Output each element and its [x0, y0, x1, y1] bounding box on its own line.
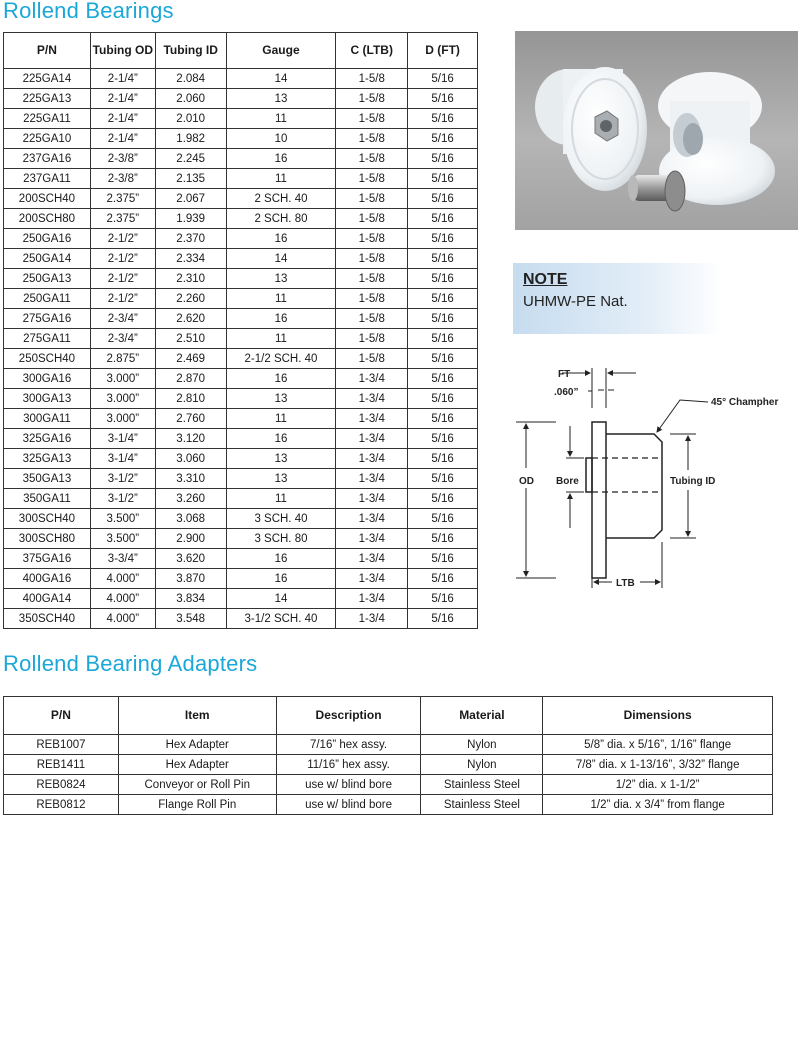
note-box	[513, 263, 723, 334]
table-cell: 7/16” hex assy.	[276, 735, 421, 755]
table-row	[4, 149, 478, 169]
table-cell: 5/16	[408, 529, 478, 549]
table-cell: 3.310	[155, 469, 226, 489]
table-cell: 400GA14	[4, 589, 91, 609]
table-cell: Hex Adapter	[118, 735, 276, 755]
table-cell: 237GA16	[4, 149, 91, 169]
table-row	[4, 795, 773, 815]
table-cell: 2.084	[155, 69, 226, 89]
table-cell: 325GA16	[4, 429, 91, 449]
table-cell: 13	[226, 89, 336, 109]
table-cell: 300SCH80	[4, 529, 91, 549]
table-cell: 5/16	[408, 449, 478, 469]
column-header: Tubing OD	[90, 33, 155, 69]
table-row	[4, 229, 478, 249]
table-cell: 225GA10	[4, 129, 91, 149]
table-row	[4, 489, 478, 509]
table-cell: 5/16	[408, 289, 478, 309]
table-cell: 3 SCH. 40	[226, 509, 336, 529]
table-cell: 16	[226, 369, 336, 389]
table-cell: 200SCH40	[4, 189, 91, 209]
table-row	[4, 609, 478, 629]
table-row	[4, 389, 478, 409]
table-cell: REB1411	[4, 755, 119, 775]
table-cell: 2-3/8”	[90, 149, 155, 169]
table-cell: 3.548	[155, 609, 226, 629]
table-cell: 16	[226, 149, 336, 169]
table-cell: 3.060	[155, 449, 226, 469]
table-cell: 1-3/4	[336, 409, 408, 429]
bearings-table	[3, 32, 478, 629]
table-cell: 2.875”	[90, 349, 155, 369]
table-cell: 3-1/4”	[90, 429, 155, 449]
table-cell: 5/16	[408, 349, 478, 369]
table-cell: 1-5/8	[336, 169, 408, 189]
table-cell: 16	[226, 569, 336, 589]
table-cell: 2-3/4”	[90, 329, 155, 349]
table-row	[4, 569, 478, 589]
table-cell: 2.870	[155, 369, 226, 389]
adapters-title: Rollend Bearing Adapters	[3, 651, 258, 676]
table-cell: 350GA13	[4, 469, 91, 489]
table-cell: 3.870	[155, 569, 226, 589]
table-header-row	[4, 697, 773, 735]
table-cell: Nylon	[421, 735, 543, 755]
bearing-diagram	[512, 360, 800, 590]
table-cell: 300GA11	[4, 409, 91, 429]
table-cell: 4.000”	[90, 589, 155, 609]
table-cell: 1-3/4	[336, 429, 408, 449]
table-cell: 5/16	[408, 369, 478, 389]
table-cell: Flange Roll Pin	[118, 795, 276, 815]
table-cell: 275GA11	[4, 329, 91, 349]
table-cell: 1-5/8	[336, 189, 408, 209]
table-cell: 300GA13	[4, 389, 91, 409]
table-cell: 5/16	[408, 489, 478, 509]
table-cell: 2.620	[155, 309, 226, 329]
table-cell: 1-5/8	[336, 89, 408, 109]
table-row	[4, 209, 478, 229]
table-cell: 1-5/8	[336, 209, 408, 229]
table-cell: 5/16	[408, 69, 478, 89]
table-cell: 1-3/4	[336, 449, 408, 469]
table-cell: 300SCH40	[4, 509, 91, 529]
table-cell: 300GA16	[4, 369, 91, 389]
table-cell: 11	[226, 489, 336, 509]
table-row	[4, 409, 478, 429]
table-row	[4, 309, 478, 329]
table-cell: 5/16	[408, 209, 478, 229]
table-cell: REB1007	[4, 735, 119, 755]
table-cell: 5/16	[408, 269, 478, 289]
column-header: C (LTB)	[336, 33, 408, 69]
table-cell: 4.000”	[90, 609, 155, 629]
table-cell: 1-5/8	[336, 309, 408, 329]
table-cell: Hex Adapter	[118, 755, 276, 775]
table-cell: 3.834	[155, 589, 226, 609]
table-cell: 1-5/8	[336, 129, 408, 149]
table-cell: 2.375”	[90, 209, 155, 229]
table-cell: 14	[226, 589, 336, 609]
table-row	[4, 509, 478, 529]
table-cell: 5/16	[408, 549, 478, 569]
table-cell: 5/16	[408, 609, 478, 629]
table-cell: 1-5/8	[336, 149, 408, 169]
column-header: Dimensions	[543, 697, 773, 735]
table-cell: 3.260	[155, 489, 226, 509]
table-cell: 3.068	[155, 509, 226, 529]
table-header-row	[4, 33, 478, 69]
table-cell: 14	[226, 69, 336, 89]
table-cell: 2 SCH. 40	[226, 189, 336, 209]
table-row	[4, 69, 478, 89]
table-cell: 2-1/2”	[90, 289, 155, 309]
label-gap: .060”	[554, 387, 579, 398]
table-cell: 3-1/2”	[90, 489, 155, 509]
label-chamfer: 45° Champher	[711, 397, 779, 408]
table-cell: 3-1/2 SCH. 40	[226, 609, 336, 629]
table-cell: 16	[226, 429, 336, 449]
table-cell: 2 SCH. 80	[226, 209, 336, 229]
table-cell: 2.510	[155, 329, 226, 349]
table-row	[4, 129, 478, 149]
table-cell: 3.500”	[90, 509, 155, 529]
table-cell: 5/16	[408, 189, 478, 209]
table-cell: 2.760	[155, 409, 226, 429]
table-cell: 1-3/4	[336, 529, 408, 549]
table-row	[4, 289, 478, 309]
table-cell: 5/16	[408, 309, 478, 329]
table-cell: 1-3/4	[336, 369, 408, 389]
table-cell: 5/16	[408, 509, 478, 529]
table-cell: 10	[226, 129, 336, 149]
table-row	[4, 429, 478, 449]
table-cell: 1-5/8	[336, 349, 408, 369]
table-cell: 2.469	[155, 349, 226, 369]
table-cell: 2.260	[155, 289, 226, 309]
table-cell: 350SCH40	[4, 609, 91, 629]
table-row	[4, 775, 773, 795]
table-cell: 3-1/4”	[90, 449, 155, 469]
table-cell: 2-1/4”	[90, 129, 155, 149]
table-row	[4, 189, 478, 209]
table-cell: 5/16	[408, 169, 478, 189]
column-header: D (FT)	[408, 33, 478, 69]
table-cell: 1.939	[155, 209, 226, 229]
table-cell: 3.000”	[90, 389, 155, 409]
table-cell: 1/2” dia. x 3/4” from flange	[543, 795, 773, 815]
table-cell: 2.310	[155, 269, 226, 289]
table-cell: 1-3/4	[336, 389, 408, 409]
table-cell: 1-5/8	[336, 329, 408, 349]
adapters-table	[3, 696, 773, 815]
label-ft: FT	[558, 369, 571, 380]
table-cell: 2-3/4”	[90, 309, 155, 329]
table-row	[4, 755, 773, 775]
table-cell: 225GA11	[4, 109, 91, 129]
table-cell: 2.375”	[90, 189, 155, 209]
table-cell: 2.135	[155, 169, 226, 189]
table-cell: 1-3/4	[336, 549, 408, 569]
table-cell: 5/16	[408, 249, 478, 269]
table-cell: 2.010	[155, 109, 226, 129]
table-row	[4, 735, 773, 755]
table-cell: REB0812	[4, 795, 119, 815]
table-cell: 2-3/8”	[90, 169, 155, 189]
table-cell: 200SCH80	[4, 209, 91, 229]
table-cell: 2-1/2”	[90, 269, 155, 289]
table-cell: 11	[226, 109, 336, 129]
table-row	[4, 369, 478, 389]
table-cell: 5/16	[408, 109, 478, 129]
table-cell: 2.060	[155, 89, 226, 109]
table-cell: 14	[226, 249, 336, 269]
table-cell: 11	[226, 329, 336, 349]
table-cell: 13	[226, 449, 336, 469]
table-cell: 2.370	[155, 229, 226, 249]
table-cell: 250GA13	[4, 269, 91, 289]
table-cell: 3-3/4”	[90, 549, 155, 569]
table-cell: 2-1/4”	[90, 109, 155, 129]
table-cell: 3.120	[155, 429, 226, 449]
table-cell: 5/16	[408, 149, 478, 169]
table-cell: 250GA14	[4, 249, 91, 269]
table-cell: 1-5/8	[336, 109, 408, 129]
table-cell: 5/16	[408, 469, 478, 489]
table-cell: 250SCH40	[4, 349, 91, 369]
table-cell: 1-5/8	[336, 289, 408, 309]
table-row	[4, 589, 478, 609]
table-cell: 2.810	[155, 389, 226, 409]
table-cell: 5/16	[408, 389, 478, 409]
table-cell: 5/16	[408, 569, 478, 589]
table-cell: 2-1/2”	[90, 229, 155, 249]
table-cell: 2.067	[155, 189, 226, 209]
table-cell: 5/16	[408, 89, 478, 109]
table-row	[4, 529, 478, 549]
table-cell: 11/16” hex assy.	[276, 755, 421, 775]
table-cell: 225GA13	[4, 89, 91, 109]
table-cell: 2-1/2 SCH. 40	[226, 349, 336, 369]
table-cell: 1-3/4	[336, 569, 408, 589]
table-cell: 325GA13	[4, 449, 91, 469]
table-cell: 11	[226, 289, 336, 309]
table-row	[4, 469, 478, 489]
table-cell: 5/8” dia. x 5/16”, 1/16” flange	[543, 735, 773, 755]
table-cell: 1-3/4	[336, 609, 408, 629]
table-cell: 13	[226, 269, 336, 289]
table-cell: 5/16	[408, 409, 478, 429]
column-header: P/N	[4, 33, 91, 69]
bearings-photo	[515, 31, 798, 230]
table-row	[4, 269, 478, 289]
table-cell: 5/16	[408, 429, 478, 449]
table-cell: 375GA16	[4, 549, 91, 569]
table-cell: 1-5/8	[336, 269, 408, 289]
table-cell: 350GA11	[4, 489, 91, 509]
label-od: OD	[519, 476, 534, 487]
column-header: Item	[118, 697, 276, 735]
table-cell: 11	[226, 169, 336, 189]
table-cell: 250GA16	[4, 229, 91, 249]
table-cell: 1.982	[155, 129, 226, 149]
table-cell: 13	[226, 469, 336, 489]
table-cell: 2.334	[155, 249, 226, 269]
table-cell: 5/16	[408, 229, 478, 249]
table-cell: 1-5/8	[336, 249, 408, 269]
bearings-title: Rollend Bearings	[3, 0, 174, 23]
table-cell: 250GA11	[4, 289, 91, 309]
table-cell: 3-1/2”	[90, 469, 155, 489]
table-cell: 5/16	[408, 329, 478, 349]
table-cell: 11	[226, 409, 336, 429]
table-cell: 1-5/8	[336, 69, 408, 89]
table-cell: Stainless Steel	[421, 775, 543, 795]
table-cell: 3.620	[155, 549, 226, 569]
table-cell: use w/ blind bore	[276, 775, 421, 795]
table-row	[4, 549, 478, 569]
table-cell: 1-3/4	[336, 509, 408, 529]
table-cell: 16	[226, 549, 336, 569]
column-header: Tubing ID	[155, 33, 226, 69]
table-cell: use w/ blind bore	[276, 795, 421, 815]
column-header: Description	[276, 697, 421, 735]
table-row	[4, 349, 478, 369]
table-cell: 5/16	[408, 589, 478, 609]
table-row	[4, 449, 478, 469]
table-cell: 1-5/8	[336, 229, 408, 249]
table-cell: 1-3/4	[336, 589, 408, 609]
table-row	[4, 169, 478, 189]
table-row	[4, 109, 478, 129]
table-cell: 1-3/4	[336, 469, 408, 489]
table-cell: 2-1/4”	[90, 89, 155, 109]
table-cell: 2.900	[155, 529, 226, 549]
column-header: P/N	[4, 697, 119, 735]
table-row	[4, 89, 478, 109]
note-title: NOTE	[523, 271, 568, 288]
table-cell: Nylon	[421, 755, 543, 775]
table-cell: 1-3/4	[336, 489, 408, 509]
table-cell: 7/8” dia. x 1-13/16”, 3/32” flange	[543, 755, 773, 775]
label-bore: Bore	[556, 476, 579, 487]
table-cell: Stainless Steel	[421, 795, 543, 815]
table-cell: 16	[226, 309, 336, 329]
column-header: Material	[421, 697, 543, 735]
table-cell: 2-1/4”	[90, 69, 155, 89]
table-cell: 237GA11	[4, 169, 91, 189]
bearing-image	[515, 31, 798, 230]
table-cell: 225GA14	[4, 69, 91, 89]
table-cell: Conveyor or Roll Pin	[118, 775, 276, 795]
note-text: UHMW-PE Nat.	[523, 293, 628, 310]
table-cell: 3.500”	[90, 529, 155, 549]
table-cell: 13	[226, 389, 336, 409]
table-cell: 1/2” dia. x 1-1/2”	[543, 775, 773, 795]
table-cell: 4.000”	[90, 569, 155, 589]
table-cell: 3.000”	[90, 409, 155, 429]
table-row	[4, 329, 478, 349]
table-cell: REB0824	[4, 775, 119, 795]
table-cell: 5/16	[408, 129, 478, 149]
table-cell: 275GA16	[4, 309, 91, 329]
table-cell: 3.000”	[90, 369, 155, 389]
table-cell: 3 SCH. 80	[226, 529, 336, 549]
table-cell: 2-1/2”	[90, 249, 155, 269]
table-cell: 400GA16	[4, 569, 91, 589]
label-ltb: LTB	[616, 578, 635, 589]
table-cell: 16	[226, 229, 336, 249]
label-tubing-id: Tubing ID	[670, 476, 716, 487]
table-cell: 2.245	[155, 149, 226, 169]
column-header: Gauge	[226, 33, 336, 69]
table-row	[4, 249, 478, 269]
